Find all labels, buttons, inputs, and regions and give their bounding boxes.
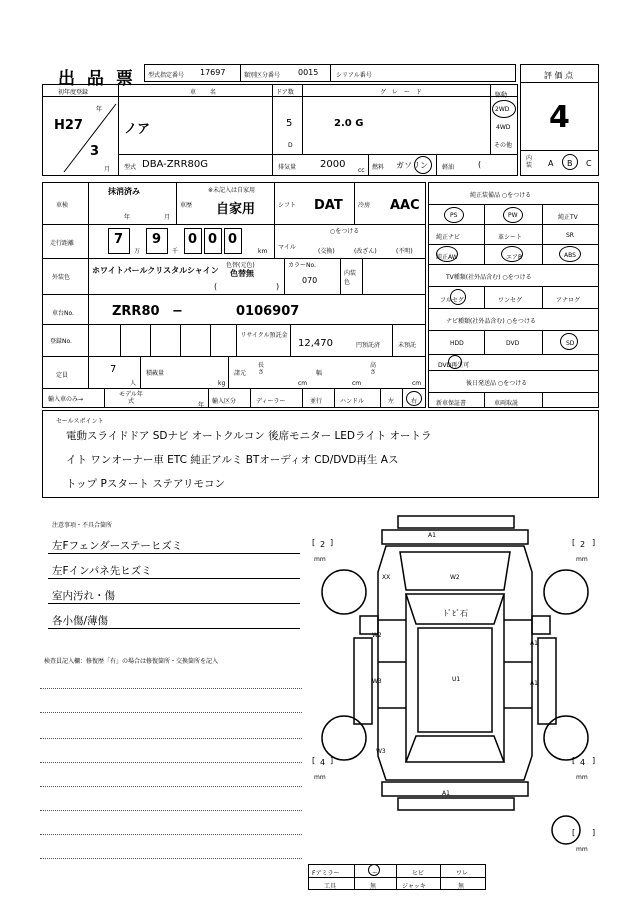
sales-point-line-3: トップ Pスタート ステアリモコン [66, 478, 226, 490]
doors-label: ドア数 [276, 89, 294, 96]
inspector-note-label: 検査員記入欄：修復歴「有」の場合は修復箇所・交換箇所を記入 [44, 658, 219, 665]
tv-fullseg: フルセグ [440, 297, 464, 304]
option-sr: SR [566, 232, 574, 239]
category-label: 類別区分番号 [244, 72, 281, 79]
mark-left-door-front: W2 [372, 632, 382, 639]
note-item-2: 左Fインパネ先ヒズミ [52, 565, 152, 577]
usage-type: 自家用 [216, 202, 256, 217]
aftermarket-warranty: 新車保証書 [436, 400, 467, 407]
score-label: 評 価 点 [544, 71, 574, 80]
drive-2wd-circle [492, 100, 516, 118]
dvd-playback: DVD再生可 [438, 362, 470, 369]
tread-rear-left: 4 [320, 758, 326, 767]
option-pw: PW [508, 212, 518, 219]
tread-front-right: 2 [580, 540, 586, 549]
sheet-title: 出 品 票 [58, 69, 136, 89]
mark-left-rear: W3 [376, 748, 386, 755]
model-code: 17697 [200, 68, 226, 77]
doors-value: 5 [286, 118, 293, 129]
option-leather: 革シート [498, 234, 523, 241]
mileage-digit-5: 0 [228, 232, 238, 247]
tread-rear-right: 4 [580, 758, 586, 767]
drive-other: その他 [494, 142, 513, 149]
first-reg-era: H27 [54, 118, 83, 133]
tv-oneseg: ワンセグ [498, 297, 523, 304]
chassis-number: 0106907 [236, 304, 300, 319]
note-item-4: 各小傷/薄傷 [52, 615, 109, 627]
option-tv: 純正TV [558, 214, 578, 221]
exterior-color: ホワイトパールクリスタルシャイン [92, 266, 219, 275]
interior-grade-c: C [586, 159, 592, 168]
navi-title: ナビ種類(社外品含む) ○をつける [446, 318, 536, 325]
interior-b-circle [562, 154, 578, 170]
car-name-label: 車 名 [190, 89, 222, 96]
drive-2wd: 2WD [495, 106, 510, 113]
mark-right-door-rear: A1 [530, 680, 538, 687]
mark-left-door-rear: W3 [372, 678, 382, 685]
navi-hdd: HDD [450, 340, 464, 347]
interior-grade-b: B [567, 159, 573, 168]
aftermarket-title: 後日発送品 ○をつける [466, 380, 528, 387]
tv-analog: アナログ [556, 297, 581, 304]
tread-front-left: 2 [320, 540, 326, 549]
mark-right-door-front: A1 [530, 640, 538, 647]
fuel-gasoline: ガソリン [396, 161, 428, 170]
handle-right-circle [406, 391, 422, 406]
sales-point-line-1: 電動スライドドア SDナビ オートクルコン 後席モニター LEDライト オートラ [66, 430, 432, 442]
drive-4wd: 4WD [496, 124, 511, 131]
options-title: 純正装備品 ○をつける [470, 192, 532, 199]
note-item-3: 室内汚れ・傷 [52, 590, 115, 602]
reg-diagonal [60, 100, 120, 174]
inspection-status: 抹消済み [108, 187, 140, 196]
model-code-label: 型式指定番号 [148, 72, 185, 79]
mark-left-front: XX [382, 574, 391, 581]
mark-rear: A1 [442, 790, 450, 797]
color-number: 070 [302, 276, 318, 285]
model-type: DBA-ZRR80G [142, 159, 209, 170]
ac-type: AAC [390, 198, 420, 213]
fuel-circle [414, 156, 432, 174]
navi-dvd: DVD [506, 340, 520, 347]
capacity: 7 [110, 364, 117, 375]
chassis-model: ZRR80 [112, 304, 160, 319]
mark-front: A1 [428, 532, 436, 539]
category-code: 0015 [298, 68, 319, 77]
grade-label: グ レ ー ド [380, 89, 424, 96]
mark-windshield: ﾄﾞﾋﾞ石 [444, 609, 468, 618]
mark-hood: W2 [450, 574, 460, 581]
grade-value: 2.0 G [334, 118, 364, 129]
mileage-digit-2: 9 [152, 232, 162, 247]
drive-label: 駆動 [495, 92, 508, 99]
note-item-1: 左Fフェンダーステーヒズミ [52, 540, 183, 552]
mileage-digit-4: 0 [208, 232, 218, 247]
sales-point-line-2: イト ワンオーナー車 ETC 純正アルミ BTオーディオ CD/DVD再生 Aス [66, 454, 399, 466]
displacement: 2000 [320, 159, 346, 170]
sales-points-label: セールスポイント [56, 418, 104, 425]
recycle-fee: 12,470 [298, 338, 333, 349]
tv-title: TV種類(社外品含む) ○をつける [446, 274, 532, 281]
first-reg-label: 初年度登録 [58, 89, 89, 96]
color-change: 色替無 [230, 269, 254, 278]
option-abs: ABS [564, 252, 576, 259]
handle-right: 右 [411, 398, 418, 405]
option-airbag: エアB [506, 254, 523, 261]
shift-type: DAT [314, 198, 343, 213]
navi-sd: SD [566, 340, 575, 347]
interior-label: 内装 [526, 155, 533, 169]
option-ps: PS [450, 212, 458, 219]
notes-label: 注意事項・不具合箇所 [52, 522, 113, 529]
mileage-digit-1: 7 [114, 232, 124, 247]
serial-label: シリアル番号 [336, 72, 372, 79]
first-reg-month: 3 [90, 144, 100, 159]
mileage-digit-3: 0 [188, 232, 198, 247]
mark-roof: U1 [452, 676, 461, 683]
option-aw: 純正AW [436, 254, 458, 261]
aftermarket-manual: 車両取説 [494, 400, 519, 407]
car-name: ノア [124, 122, 151, 137]
interior-grade-a: A [548, 159, 554, 168]
score-value: 4 [549, 100, 570, 135]
option-navi: 純正ナビ [436, 234, 461, 241]
